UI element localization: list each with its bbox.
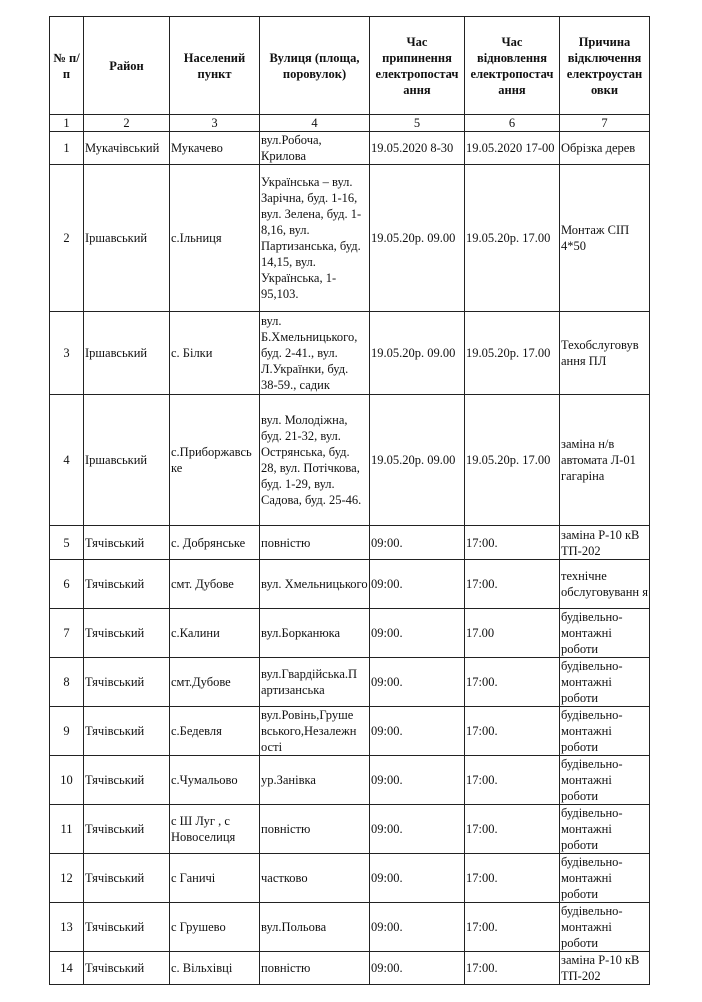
street-cell: вул.Польова [260,903,370,952]
row-number: 13 [50,903,84,952]
settlement-cell: с. Білки [170,312,260,395]
outage-start-cell: 09:00. [370,805,465,854]
column-number: 2 [84,115,170,132]
street-cell: вул. Молодіжна, буд. 21-32, вул. Острянська, буд. 28, вул. Потічкова, буд. 1-29, вул. Садова, буд. 25-46. [260,395,370,526]
row-number: 4 [50,395,84,526]
street-cell: ур.Занівка [260,756,370,805]
outage-end-cell: 17:00. [465,526,560,560]
reason-cell: будівельно-монтажні роботи [560,756,650,805]
settlement-cell: с.Ільниця [170,165,260,312]
reason-cell: технічне обслуговуванн я [560,560,650,609]
header-row [50,17,650,115]
row-number: 12 [50,854,84,903]
outage-end-cell: 17:00. [465,658,560,707]
row-number: 9 [50,707,84,756]
outage-end-cell: 17:00. [465,560,560,609]
settlement-cell: смт. Дубове [170,560,260,609]
reason-cell: Обрізка дерев [560,132,650,165]
outage-end-cell: 17:00. [465,952,560,985]
district-cell: Тячівський [84,560,170,609]
district-cell: Тячівський [84,903,170,952]
header-district: Район [84,17,170,115]
row-number: 8 [50,658,84,707]
settlement-cell: с.Калини [170,609,260,658]
table-row [50,312,650,395]
district-cell: Тячівський [84,609,170,658]
row-number: 3 [50,312,84,395]
header-outage-start: Час припинення електропостач ання [370,17,465,115]
street-cell: вул.Гвардійська.П артизанська [260,658,370,707]
table-row [50,903,650,952]
row-number: 7 [50,609,84,658]
outage-end-cell: 17:00. [465,903,560,952]
outage-end-cell: 17:00. [465,854,560,903]
settlement-cell: с.Приборжавсь ке [170,395,260,526]
table-row [50,560,650,609]
row-number: 5 [50,526,84,560]
table-row [50,707,650,756]
row-number: 2 [50,165,84,312]
district-cell: Тячівський [84,854,170,903]
header-reason: Причина відключення електроустан овки [560,17,650,115]
table-row [50,658,650,707]
settlement-cell: с Ш Луг , с Новоселиця [170,805,260,854]
street-cell: повністю [260,952,370,985]
row-number: 6 [50,560,84,609]
street-cell: частково [260,854,370,903]
outage-end-cell: 17.00 [465,609,560,658]
district-cell: Тячівський [84,952,170,985]
reason-cell: будівельно-монтажні роботи [560,609,650,658]
settlement-cell: с Ганичі [170,854,260,903]
reason-cell: будівельно-монтажні роботи [560,854,650,903]
outage-end-cell: 19.05.20р. 17.00 [465,165,560,312]
outage-end-cell: 19.05.20р. 17.00 [465,395,560,526]
street-cell: вул.Робоча, Крилова [260,132,370,165]
street-cell: повністю [260,526,370,560]
table-row [50,952,650,985]
outage-end-cell: 17:00. [465,805,560,854]
settlement-cell: с.Бедевля [170,707,260,756]
outage-end-cell: 17:00. [465,756,560,805]
outage-start-cell: 09:00. [370,952,465,985]
row-number: 10 [50,756,84,805]
outage-start-cell: 09:00. [370,903,465,952]
outage-start-cell: 09:00. [370,658,465,707]
outage-end-cell: 19.05.20р. 17.00 [465,312,560,395]
table-row [50,854,650,903]
reason-cell: будівельно-монтажні роботи [560,658,650,707]
outage-end-cell: 17:00. [465,707,560,756]
reason-cell: заміна н/в автомата Л-01 гагаріна [560,395,650,526]
header-number: № п/п [50,17,84,115]
column-number: 4 [260,115,370,132]
street-cell: повністю [260,805,370,854]
district-cell: Іршавський [84,395,170,526]
table-row [50,165,650,312]
street-cell: вул.Борканюка [260,609,370,658]
outage-start-cell: 19.05.2020 8-30 [370,132,465,165]
column-number: 1 [50,115,84,132]
street-cell: вул. Хмельницького [260,560,370,609]
outage-start-cell: 09:00. [370,707,465,756]
settlement-cell: с. Добрянське [170,526,260,560]
settlement-cell: смт.Дубове [170,658,260,707]
table-row [50,395,650,526]
street-cell: Українська – вул. Зарічна, буд. 1-16, вул. Зелена, буд. 1-8,16, вул. Партизанська, буд. 14,15, вул. Українська, 1-95,103. [260,165,370,312]
table-row [50,756,650,805]
row-number: 14 [50,952,84,985]
outage-start-cell: 19.05.20р. 09.00 [370,165,465,312]
outage-start-cell: 09:00. [370,526,465,560]
district-cell: Тячівський [84,756,170,805]
reason-cell: Техобслуговув ання ПЛ [560,312,650,395]
reason-cell: будівельно-монтажні роботи [560,707,650,756]
street-cell: вул.Ровінь,Груше вського,Незалежн ості [260,707,370,756]
table-row [50,526,650,560]
district-cell: Тячівський [84,526,170,560]
outage-start-cell: 09:00. [370,560,465,609]
power-outage-table [49,16,650,985]
outage-start-cell: 19.05.20р. 09.00 [370,395,465,526]
reason-cell: заміна Р-10 кВ ТП-202 [560,952,650,985]
outage-start-cell: 19.05.20р. 09.00 [370,312,465,395]
street-cell: вул. Б.Хмельницького, буд. 2-41., вул. Л.Українки, буд. 38-59., садик [260,312,370,395]
district-cell: Мукачівський [84,132,170,165]
header-street: Вулиця (площа, поровулок) [260,17,370,115]
row-number: 1 [50,132,84,165]
settlement-cell: с.Чумальово [170,756,260,805]
settlement-cell: Мукачево [170,132,260,165]
outage-start-cell: 09:00. [370,854,465,903]
column-number: 5 [370,115,465,132]
district-cell: Іршавський [84,312,170,395]
column-number: 6 [465,115,560,132]
table-row [50,132,650,165]
row-number: 11 [50,805,84,854]
reason-cell: Монтаж СІП 4*50 [560,165,650,312]
settlement-cell: с. Вільхівці [170,952,260,985]
header-outage-end: Час відновлення електропостач ання [465,17,560,115]
reason-cell: заміна Р-10 кВ ТП-202 [560,526,650,560]
column-number: 3 [170,115,260,132]
settlement-cell: с Грушево [170,903,260,952]
header-settlement: Населений пункт [170,17,260,115]
reason-cell: будівельно-монтажні роботи [560,805,650,854]
column-number-row [50,115,650,132]
district-cell: Тячівський [84,658,170,707]
outage-start-cell: 09:00. [370,756,465,805]
district-cell: Тячівський [84,805,170,854]
district-cell: Тячівський [84,707,170,756]
table-row [50,805,650,854]
outage-start-cell: 09:00. [370,609,465,658]
column-number: 7 [560,115,650,132]
table-row [50,609,650,658]
district-cell: Іршавський [84,165,170,312]
outage-end-cell: 19.05.2020 17-00 [465,132,560,165]
reason-cell: будівельно-монтажні роботи [560,903,650,952]
